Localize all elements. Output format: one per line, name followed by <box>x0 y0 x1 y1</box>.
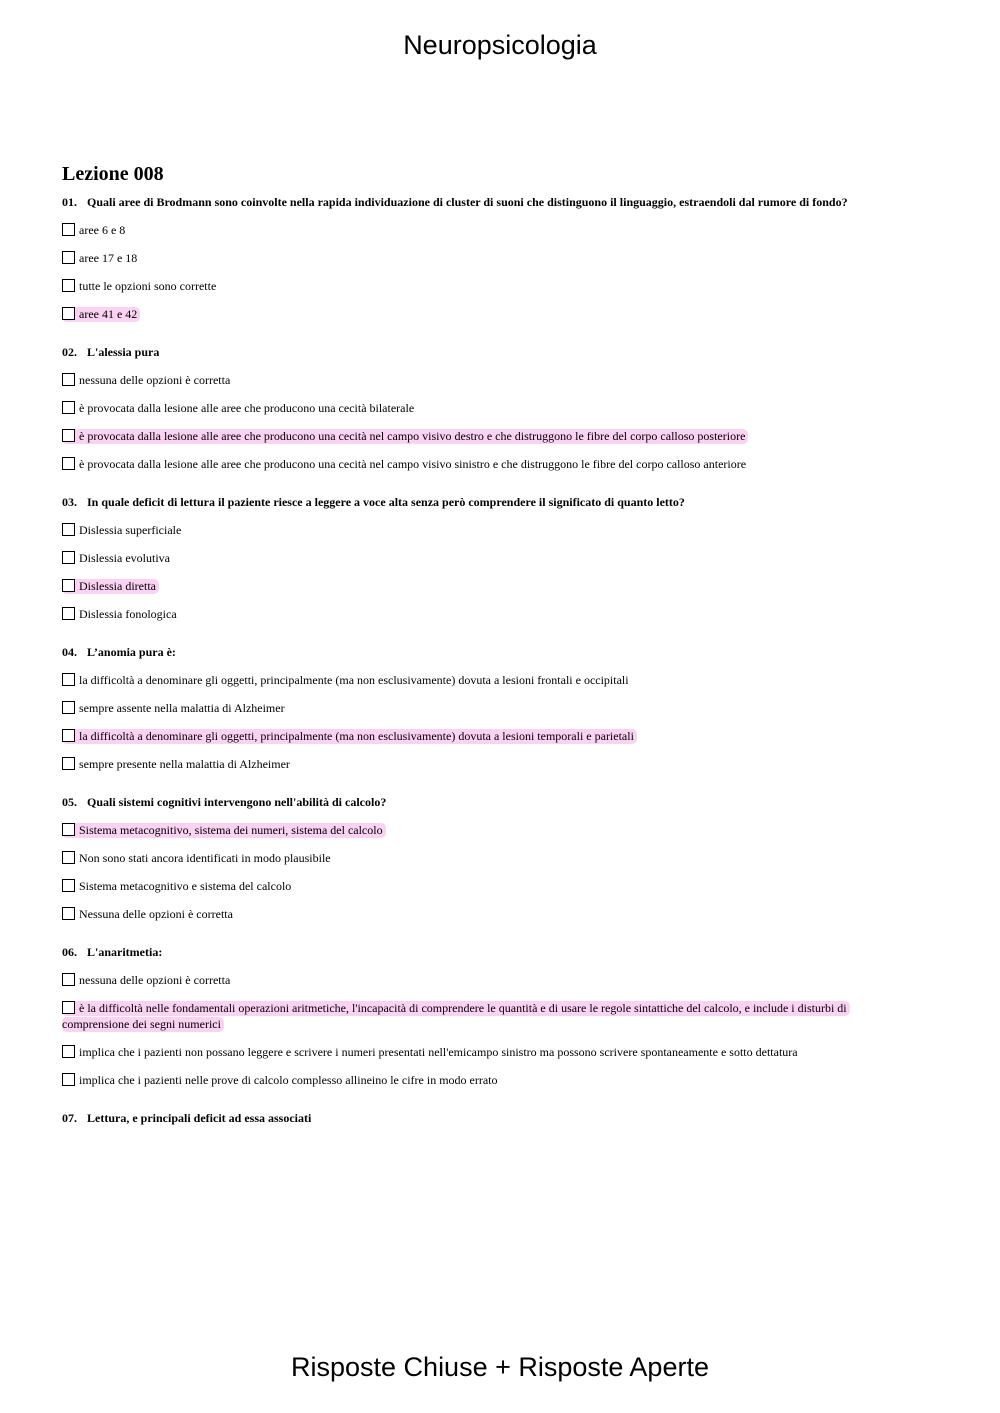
answer-checkbox[interactable] <box>62 457 75 470</box>
answer-option <box>62 1066 892 1094</box>
question-number: 01. <box>62 195 77 209</box>
answer-checkbox[interactable] <box>62 673 75 686</box>
question-label: Quali aree di Brodmann sono coinvolte nella rapida individuazione di cluster di suoni che distinguono il linguaggio, estraendoli dal rumore di fondo? <box>87 195 848 209</box>
question-number: 02. <box>62 345 77 359</box>
answer-checkbox[interactable] <box>62 429 75 442</box>
answer-checkbox[interactable] <box>62 1073 75 1086</box>
lesson-content <box>62 160 892 1142</box>
answer-option <box>62 272 892 300</box>
question-label: L'alessia pura <box>87 345 160 359</box>
answer-checkbox[interactable] <box>62 373 75 386</box>
answer-label: Dislessia evolutiva <box>79 551 170 565</box>
answer-option <box>62 544 892 572</box>
answer-option <box>62 366 892 394</box>
lesson-title: Lezione 008 <box>62 163 164 185</box>
question-text <box>62 194 892 210</box>
answer-option <box>62 966 892 994</box>
answer-option <box>62 666 892 694</box>
answer-label: è provocata dalla lesione alle aree che producono una cecità nel campo visivo destro e che distruggono le fibre del corpo calloso posteriore <box>79 429 746 443</box>
question-number: 06. <box>62 945 77 959</box>
question-02 <box>62 344 892 478</box>
question-text <box>62 1110 892 1126</box>
answer-label: nessuna delle opzioni è corretta <box>79 373 231 387</box>
answer-label: implica che i pazienti non possano leggere e scrivere i numeri presentati nell'emicampo sinistro ma possono scrivere spontaneamente e sotto dettatura <box>79 1045 798 1059</box>
answer-label: Sistema metacognitivo, sistema dei numeri, sistema del calcolo <box>79 823 383 837</box>
answer-label: è la difficoltà nelle fondamentali operazioni aritmetiche, l'incapacità di comprendere le quantità e di usare le regole sintattiche del calcolo, e include i disturbi di comprensione dei segni numerici <box>62 1001 847 1031</box>
question-text <box>62 494 892 510</box>
question-label: L’anomia pura è: <box>87 645 176 659</box>
answer-label: la difficoltà a denominare gli oggetti, principalmente (ma non esclusivamente) dovuta a lesioni frontali e occipitali <box>79 673 629 687</box>
answer-label: aree 41 e 42 <box>79 307 138 321</box>
answer-label: Dislessia diretta <box>79 579 156 593</box>
answer-checkbox[interactable] <box>62 279 75 292</box>
answer-checkbox[interactable] <box>62 551 75 564</box>
question-04 <box>62 644 892 778</box>
question-text <box>62 644 892 660</box>
answer-label: è provocata dalla lesione alle aree che producono una cecità nel campo visivo sinistro e che distruggono le fibre del corpo calloso anteriore <box>79 457 747 471</box>
question-01 <box>62 194 892 328</box>
answer-checkbox[interactable] <box>62 757 75 770</box>
answer-checkbox[interactable] <box>62 907 75 920</box>
answer-option <box>62 750 892 778</box>
question-number: 07. <box>62 1111 77 1125</box>
page-footer-title: Risposte Chiuse + Risposte Aperte <box>291 1352 709 1382</box>
answer-label: implica che i pazienti nelle prove di calcolo complesso allineino le cifre in modo errato <box>79 1073 498 1087</box>
question-text <box>62 794 892 810</box>
answer-checkbox[interactable] <box>62 579 75 592</box>
answer-label: Non sono stati ancora identificati in modo plausibile <box>79 851 331 865</box>
answer-label: Sistema metacognitivo e sistema del calcolo <box>79 879 292 893</box>
answer-checkbox[interactable] <box>62 701 75 714</box>
answer-label: aree 6 e 8 <box>79 223 126 237</box>
question-number: 03. <box>62 495 77 509</box>
answer-option <box>62 844 892 872</box>
answer-checkbox[interactable] <box>62 523 75 536</box>
answer-option-correct <box>62 722 892 750</box>
answer-label: la difficoltà a denominare gli oggetti, principalmente (ma non esclusivamente) dovuta a lesioni temporali e parietali <box>79 729 634 743</box>
answer-option <box>62 244 892 272</box>
answer-option <box>62 1038 892 1066</box>
answer-checkbox[interactable] <box>62 607 75 620</box>
answer-label: Dislessia fonologica <box>79 607 177 621</box>
question-number: 05. <box>62 795 77 809</box>
answer-option <box>62 394 892 422</box>
answer-checkbox[interactable] <box>62 729 75 742</box>
answer-label: Dislessia superficiale <box>79 523 182 537</box>
answer-option-correct <box>62 300 892 328</box>
answer-option <box>62 516 892 544</box>
answer-label: tutte le opzioni sono corrette <box>79 279 217 293</box>
answer-option-correct <box>62 994 892 1038</box>
answer-option <box>62 216 892 244</box>
answer-checkbox[interactable] <box>62 823 75 836</box>
answer-checkbox[interactable] <box>62 851 75 864</box>
question-text <box>62 344 892 360</box>
answer-checkbox[interactable] <box>62 973 75 986</box>
answer-option <box>62 450 892 478</box>
answer-option <box>62 900 892 928</box>
answer-option-correct <box>62 572 892 600</box>
answer-checkbox[interactable] <box>62 1045 75 1058</box>
page-header-title: Neuropsicologia <box>403 30 597 60</box>
answer-option <box>62 600 892 628</box>
question-label: L'anaritmetia: <box>87 945 163 959</box>
answer-label: è provocata dalla lesione alle aree che producono una cecità bilaterale <box>79 401 415 415</box>
answer-label: sempre assente nella malattia di Alzheimer <box>79 701 285 715</box>
answer-checkbox[interactable] <box>62 401 75 414</box>
answer-label: sempre presente nella malattia di Alzheimer <box>79 757 290 771</box>
question-05 <box>62 794 892 928</box>
answer-option <box>62 694 892 722</box>
answer-label: nessuna delle opzioni è corretta <box>79 973 231 987</box>
question-label: Quali sistemi cognitivi intervengono nell'abilità di calcolo? <box>87 795 387 809</box>
question-06 <box>62 944 892 1094</box>
answer-label: Nessuna delle opzioni è corretta <box>79 907 233 921</box>
answer-checkbox[interactable] <box>62 223 75 236</box>
answer-checkbox[interactable] <box>62 307 75 320</box>
answer-option-correct <box>62 422 892 450</box>
answer-checkbox[interactable] <box>62 1001 75 1014</box>
answer-label: aree 17 e 18 <box>79 251 138 265</box>
question-number: 04. <box>62 645 77 659</box>
answer-checkbox[interactable] <box>62 879 75 892</box>
answer-checkbox[interactable] <box>62 251 75 264</box>
question-03 <box>62 494 892 628</box>
answer-option-correct <box>62 816 892 844</box>
answer-option <box>62 872 892 900</box>
question-label: Lettura, e principali deficit ad essa associati <box>87 1111 312 1125</box>
question-07 <box>62 1110 892 1126</box>
question-label: In quale deficit di lettura il paziente riesce a leggere a voce alta senza però comprendere il significato di quanto letto? <box>87 495 685 509</box>
question-text <box>62 944 892 960</box>
